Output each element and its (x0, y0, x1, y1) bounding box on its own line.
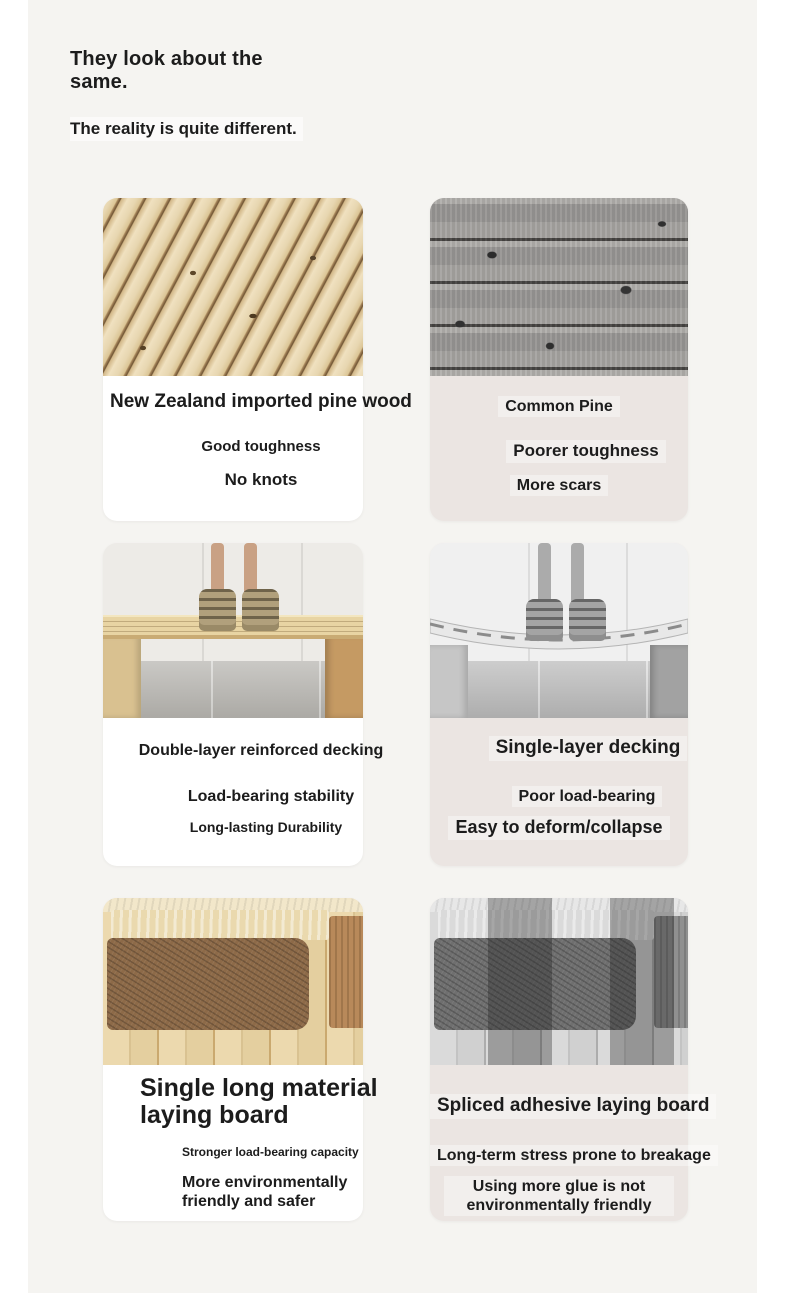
card-spliced-board (430, 898, 711, 1221)
beam-front-face (107, 938, 309, 1030)
pine-slats-photo (103, 198, 363, 376)
card-title: Spliced adhesive laying board (430, 1094, 716, 1119)
card-feature: More environmentally friendly and safer (182, 1174, 348, 1211)
gray-pine-planks-photo (430, 198, 688, 376)
card-spliced-board-text (430, 1065, 711, 1216)
left-boot (199, 589, 236, 631)
card-feature: Using more glue is not environmentally friendly (444, 1176, 674, 1216)
card-feature: Long-term stress prone to breakage (430, 1145, 718, 1166)
card-nz-pine (103, 198, 412, 521)
card-title: Single long material laying board (140, 1074, 378, 1129)
tile-floor (103, 661, 363, 718)
card-feature: Poorer toughness (506, 440, 665, 462)
left-boot (526, 599, 563, 641)
card-feature: Load-bearing stability (187, 788, 355, 806)
card-title: New Zealand imported pine wood (110, 391, 412, 412)
card-feature: No knots (224, 469, 298, 489)
card-title: Common Pine (498, 396, 620, 417)
card-nz-pine-text (103, 376, 412, 491)
card-title: Double-layer reinforced decking (138, 742, 384, 759)
page-subtitle: The reality is quite different. (70, 117, 303, 141)
card-feature: Easy to deform/collapse (448, 816, 669, 840)
right-boot (569, 599, 606, 641)
card-common-pine (430, 198, 688, 521)
spliced-wood-beam-photo (430, 898, 688, 1065)
card-single-long-board (103, 898, 378, 1221)
card-common-pine-text (430, 376, 688, 496)
splice-bands-overlay (430, 898, 688, 1065)
card-double-layer (103, 543, 384, 866)
card-feature: Poor load-bearing (512, 786, 663, 807)
right-boot (242, 589, 279, 631)
card-feature: Long-lasting Durability (189, 819, 343, 836)
beam-top-face (111, 910, 329, 940)
card-feature: More scars (510, 475, 609, 496)
wall-panel-line (301, 543, 303, 661)
card-title: Single-layer decking (489, 736, 688, 761)
card-double-layer-text (103, 718, 384, 837)
sturdy-bench-photo (103, 543, 363, 718)
sagging-bench-photo (430, 543, 688, 718)
card-single-layer (430, 543, 688, 866)
beam-side-piece (329, 916, 363, 1028)
card-single-long-board-text (103, 1065, 378, 1212)
page-background (28, 0, 757, 1293)
card-feature: Good toughness (201, 437, 321, 455)
page-title: They look about the same. (70, 48, 263, 93)
bench-left-leg (103, 635, 141, 718)
bench-right-leg (325, 635, 363, 718)
solid-wood-beam-photo (103, 898, 363, 1065)
card-single-layer-text (430, 718, 688, 840)
card-feature: Stronger load-bearing capacity (182, 1145, 359, 1159)
